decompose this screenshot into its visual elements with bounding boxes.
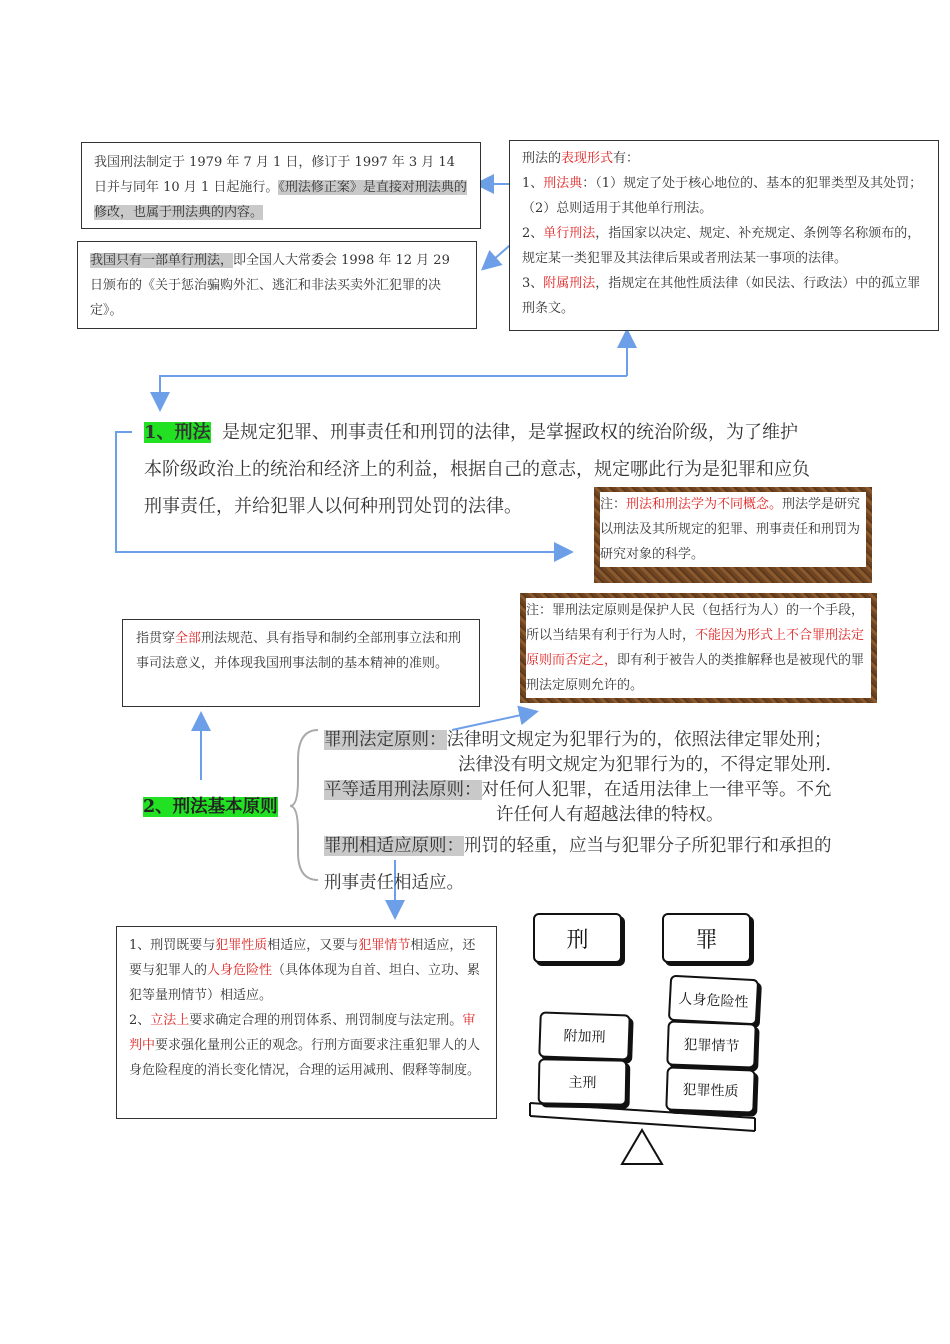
proportion-item-1: 1、刑罚既要与犯罪性质相适应，又要与犯罪情节相适应，还要与犯罪人的人身危险性（具体体现为自首、坦白、立功、累犯等量刑情节）相适应。 <box>129 938 481 1003</box>
single-law-highlight: 我国只有一部单行刑法， <box>90 253 234 268</box>
definition-title: 1、刑法 <box>144 422 211 443</box>
principle-proportion: 罪刑相适应原则：刑罚的轻重，应当与犯罪分子所犯罪行和承担的 <box>324 836 832 856</box>
principle-legality-label: 罪刑法定原则： <box>324 730 447 750</box>
history-text: 我国刑法制定于 1979 年 7 月 1 日，修订于 1997 年 3 月 14 日并与同年 10 月 1 日起施行。 <box>94 155 455 195</box>
principle-equality-label: 平等适用刑法原则： <box>324 780 482 800</box>
scale-block-danger: 人身危险性 <box>668 975 759 1026</box>
principle-legality-line2: 法律没有明文规定为犯罪行为的，不得定罪处刑. <box>458 755 832 775</box>
scale-head-crime: 罪 <box>662 913 751 963</box>
forms-item-code: 1、刑法典：（1）规定了处于核心地位的、基本的犯罪类型及其处罚；（2）总则适用于其他单行刑法。 <box>522 176 923 216</box>
principle-definition-box: 指贯穿全部刑法规范、具有指导和制约全部刑事立法和刑事司法意义，并体现我国刑事法制的基本精神的准则。 <box>122 619 480 707</box>
single-law-box <box>77 241 477 329</box>
forms-item-single: 2、单行刑法，指国家以决定、规定、补充规定、条例等名称颁布的，规定某一类犯罪及其法律后果或者刑法某一事项的法律。 <box>522 226 921 266</box>
principles-brace <box>290 730 318 880</box>
amendment-highlight: 《刑法修正案》是直接对刑法典的修改，也属于刑法典的内容。 <box>94 180 467 220</box>
history-box <box>81 142 481 229</box>
forms-intro: 刑法的表现形式有： <box>522 151 640 166</box>
principle-equality: 平等适用刑法原则：对任何人犯罪，在适用法律上一律平等。不允 <box>324 780 832 800</box>
forms-item-attached: 3、附属刑法，指规定在其他性质法律（如民法、行政法）中的孤立罪刑条文。 <box>522 276 921 316</box>
principle-equality-line2: 许任何人有超越法律的特权。 <box>496 805 724 825</box>
principle-proportion-line2: 刑事责任相适应。 <box>324 873 464 893</box>
scale-block-principal: 主刑 <box>538 1058 628 1106</box>
principle-legality: 罪刑法定原则：法律明文规定为犯罪行为的，依照法律定罪处刑； <box>324 730 832 750</box>
principles-title: 2、刑法基本原则 <box>143 797 278 817</box>
single-law-text: 即全国人大常委会 1998 年 12 月 29 日颁布的《关于惩治骗购外汇、逃汇和非法买卖外汇犯罪的决定》。 <box>90 253 450 318</box>
scale-block-supplementary: 附加刑 <box>538 1011 631 1060</box>
principle-proportion-label: 罪刑相适应原则： <box>324 836 464 856</box>
definition-text: 是规定犯罪、刑事责任和刑罚的法律，是掌握政权的统治阶级，为了维护本阶级政治上的统治和经济上的利益，根据自己的意志，规定哪此行为是犯罪和应负刑事责任，并给犯罪人以何种刑罚处罚的法律。 <box>144 422 810 517</box>
proportion-item-2: 2、立法上要求确定合理的刑罚体系、刑罚制度与法定刑。审判中要求强化量刑公正的观念。行刑方面要求注重犯罪人的人身危险程度的消长变化情况，合理的运用减刑、假释等制度。 <box>129 1013 481 1078</box>
note-legality: 注：罪刑法定原则是保护人民（包括行为人）的一个手段，所以当结果有利于行为人时，不能因为形式上不合罪刑法定原则而否定之，即有利于被告人的类推解释也是被现代的罪刑法定原则允许的。 <box>520 593 877 703</box>
scale-head-punishment: 刑 <box>533 913 622 963</box>
forms-box <box>509 140 939 331</box>
proportion-box <box>116 926 497 1119</box>
scale-block-nature: 犯罪性质 <box>665 1066 755 1113</box>
scale-block-circumstance: 犯罪情节 <box>666 1020 757 1068</box>
note-criminal-science: 注：刑法和刑法学为不同概念。刑法学是研究以刑法及其所规定的犯罪、刑事责任和刑罚为研究对象的科学。 <box>594 487 872 583</box>
line-forms-link <box>160 376 627 408</box>
